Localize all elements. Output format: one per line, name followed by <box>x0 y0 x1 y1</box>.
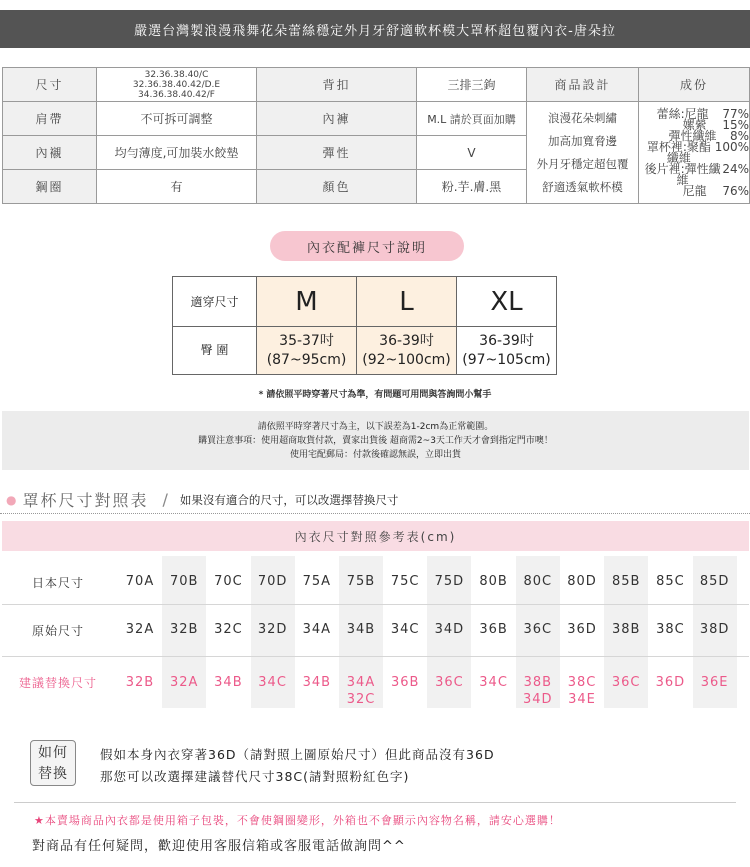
purchase-notice <box>2 411 749 470</box>
hip-label: 臀 圍 <box>173 327 257 375</box>
cup-size-cell: 38B 34D <box>523 675 553 707</box>
fit-guide-pill: 內衣配褲尺寸說明 <box>270 231 464 261</box>
cup-size-cell: 36C <box>611 675 641 690</box>
howto-text <box>100 744 495 788</box>
composition-row: 尼龍 76% <box>658 183 749 198</box>
cup-size-cell: 70A <box>125 574 155 589</box>
bottom-divider <box>14 802 736 803</box>
cup-size-cell: 36C <box>523 622 553 637</box>
cup-size-cell: 36B <box>390 675 420 690</box>
fit-range-m: 35-37吋 (87~95cm) <box>257 327 357 375</box>
cup-size-cell: 36D <box>567 622 597 637</box>
strap-value: 不可拆可調整 <box>97 102 257 136</box>
cup-size-cell: 34C <box>390 622 420 637</box>
cup-size-cell: 38C 34E <box>567 675 597 707</box>
brief-label: 內褲 <box>257 102 417 136</box>
design-label: 商品設計 <box>527 68 639 102</box>
row-divider <box>2 656 749 657</box>
cup-size-cell: 38C <box>656 622 685 637</box>
cup-size-cell: 34B <box>302 675 332 690</box>
wire-value: 有 <box>97 170 257 204</box>
cup-size-cell: 32B <box>125 675 155 690</box>
packaging-note: ★本賣場商品內衣都是使用箱子包裝，不會使鋼圈變形，外箱也不會顯示內容物名稱，請安心選購！ <box>34 814 561 827</box>
fit-range-xl: 36-39吋 (97~105cm) <box>457 327 557 375</box>
cup-size-cell: 80C <box>523 574 553 589</box>
clasp-label: 背扣 <box>257 68 417 102</box>
design-line: 加高加寬脅邊 <box>548 133 617 148</box>
fit-head-label: 適穿尺寸 <box>173 277 257 327</box>
cup-size-cell: 38D <box>699 622 730 637</box>
howto-line: 那您可以改選擇建議替代尺寸38C(請對照粉紅色字) <box>100 769 410 784</box>
cup-size-cell: 34C <box>479 675 508 690</box>
color-label: 顏色 <box>257 170 417 204</box>
cup-size-cell: 85D <box>699 574 730 589</box>
section-subtitle: 如果沒有適合的尺寸，可以改選擇替換尺寸 <box>179 492 399 507</box>
reference-bar: 內衣尺寸對照參考表(cm) <box>2 521 749 551</box>
dotted-divider <box>0 513 750 514</box>
cup-size-cell: 85C <box>656 574 685 589</box>
cup-size-cell: 75D <box>434 574 465 589</box>
howto-badge: 如何 替換 <box>30 740 76 786</box>
cup-section-title <box>6 488 398 511</box>
cup-size-cell: 34D <box>434 622 465 637</box>
strap-label: 肩帶 <box>3 102 97 136</box>
size-label: 尺寸 <box>3 68 97 102</box>
composition-row: 嫘縈 15% <box>658 117 749 132</box>
section-slash: / <box>162 490 168 509</box>
wire-label: 鋼圈 <box>3 170 97 204</box>
cup-size-cell: 75B <box>346 574 376 589</box>
design-line: 浪漫花朵刺繡 <box>548 110 617 125</box>
cup-size-cell: 34B <box>214 675 243 690</box>
cup-size-cell: 34A <box>302 622 332 637</box>
contact-note: 對商品有任何疑問，歡迎使用客服信箱或客服電話做詢問^^ <box>32 839 406 854</box>
cup-size-cell: 36E <box>700 675 729 690</box>
composition-row: 後片裡:彈性纖維 24% <box>644 161 749 187</box>
composition-row: 蕾絲:尼龍 77% <box>656 106 749 121</box>
cup-row-label: 建議替換尺寸 <box>18 676 97 690</box>
cup-size-cell: 36B <box>479 622 508 637</box>
size-line: 34.36.38.40.42/F <box>138 89 215 100</box>
notice-line: 請依照平時穿著尺寸為主，以下誤差為1-2cm為正常範圍。 <box>257 422 494 432</box>
cup-size-cell: 70D <box>257 574 288 589</box>
spec-table <box>2 67 750 204</box>
size-value <box>97 68 257 102</box>
cup-size-cell: 80D <box>567 574 597 589</box>
elastic-value: V <box>417 136 527 170</box>
composition-row: 彈性纖維 8% <box>656 128 749 143</box>
elastic-label: 彈性 <box>257 136 417 170</box>
cup-size-cell: 36D <box>655 675 686 690</box>
color-value: 粉.芋.膚.黑 <box>417 170 527 204</box>
page-header <box>0 10 750 48</box>
fit-size-xl: XL <box>457 277 557 327</box>
cup-size-cell: 38B <box>611 622 641 637</box>
cup-row-label: 原始尺寸 <box>31 624 84 638</box>
design-line: 外月牙穩定超包覆 <box>536 156 629 171</box>
cup-size-cell: 75A <box>302 574 332 589</box>
notice-line: 使用宅配郵局：付款後確認無誤，立即出貨 <box>289 450 461 460</box>
header-title: 嚴選台灣製浪漫飛舞花朵蕾絲穩定外月牙舒適軟杯模大罩杯超包覆內衣-唐朵拉 <box>134 23 616 39</box>
cup-row-label: 日本尺寸 <box>31 576 84 590</box>
bullet-icon: ● <box>6 492 17 507</box>
pad-value: 均勻薄度,可加裝水餃墊 <box>97 136 257 170</box>
cup-size-cell: 80B <box>479 574 508 589</box>
fit-table <box>172 276 557 375</box>
cup-size-cell: 32B <box>169 622 199 637</box>
size-line: 32.36.38.40.42/D.E <box>132 79 221 90</box>
cup-size-cell: 32A <box>125 622 155 637</box>
cup-size-cell: 75C <box>390 574 420 589</box>
fit-size-m: M <box>257 277 357 327</box>
material-label: 成份 <box>639 68 750 102</box>
fit-range-l: 36-39吋 (92~100cm) <box>357 327 457 375</box>
cup-size-grid <box>2 556 749 708</box>
notice-line: 購買注意事項：使用超商取貨付款，賣家出貨後 超商需2~3天工作天才會到指定門市噢！ <box>198 436 553 446</box>
pad-label: 內襯 <box>3 136 97 170</box>
cup-size-cell: 32D <box>257 622 288 637</box>
size-note: * 請依照平時穿著尺寸為準，有問題可用問與答詢問小幫手 <box>258 390 492 400</box>
size-line: 32.36.38.40/C <box>144 69 209 80</box>
cup-size-cell: 34A 32C <box>346 675 376 707</box>
section-title: 罩杯尺寸對照表 <box>22 491 149 510</box>
cup-size-cell: 32A <box>169 675 199 690</box>
cup-size-cell: 36C <box>435 675 464 690</box>
brief-value: M.L 請於頁面加購 <box>417 102 527 136</box>
cup-size-cell: 70B <box>169 574 199 589</box>
cup-size-cell: 70C <box>214 574 243 589</box>
howto-line: 假如本身內衣穿著36D（請對照上圖原始尺寸）但此商品沒有36D <box>100 747 495 762</box>
composition-cell <box>639 102 750 204</box>
clasp-value: 三排三鉤 <box>417 68 527 102</box>
design-line: 舒適透氣軟杯模 <box>542 179 623 194</box>
design-cell <box>527 102 639 204</box>
cup-size-cell: 85B <box>611 574 641 589</box>
cup-size-cell: 32C <box>214 622 243 637</box>
cup-size-cell: 34C <box>258 675 287 690</box>
composition-row: 罩杯裡:聚酯纖維 100% <box>646 139 749 165</box>
fit-size-l: L <box>357 277 457 327</box>
row-divider <box>2 604 749 605</box>
cup-size-cell: 34B <box>346 622 376 637</box>
